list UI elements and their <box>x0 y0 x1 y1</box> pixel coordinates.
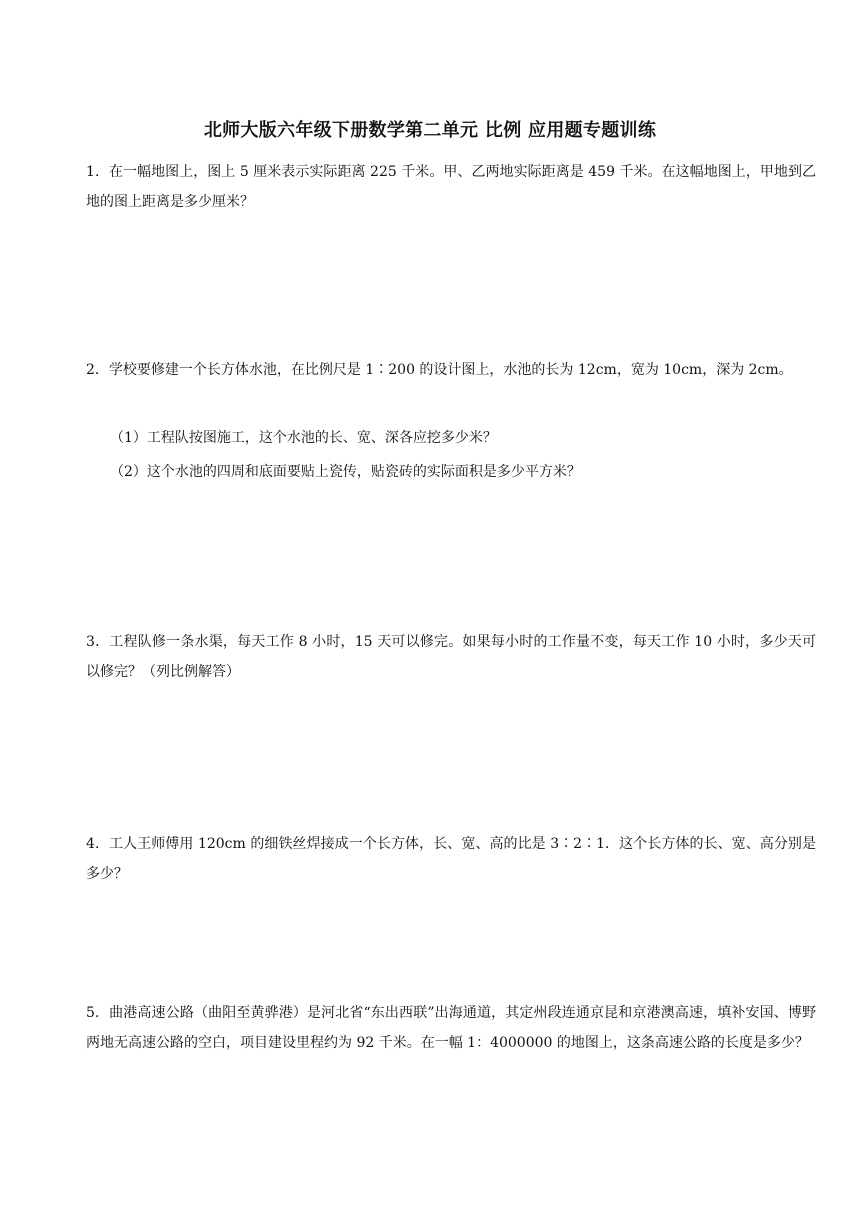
question-2: 2．学校要修建一个长方体水池，在比例尺是 1∶200 的设计图上，水池的长为 12cm，宽为 10cm，深为 2cm。 <box>86 362 793 378</box>
question-5: 5．曲港高速公路（曲阳至黄骅港）是河北省“东出西联”出海通道，其定州段连通京昆和京港澳高速，填补安国、博野两地无高速公路的空白，项目建设里程约为 92 千米。在一幅 1：4000000 的地图上，这条高速公路的长度是多少？ <box>86 1005 816 1051</box>
page-title: 北师大版六年级下册数学第二单元 比例 应用题专题训练 <box>203 120 657 141</box>
question-1: 1．在一幅地图上，图上 5 厘米表示实际距离 225 千米。甲、乙两地实际距离是 459 千米。在这幅地图上，甲地到乙地的图上距离是多少厘米？ <box>86 164 816 210</box>
question-2-part-1: （1）工程队按图施工，这个水池的长、宽、深各应挖多少米？ <box>110 430 497 446</box>
question-3: 3．工程队修一条水渠，每天工作 8 小时，15 天可以修完。如果每小时的工作量不变，每天工作 10 小时，多少天可以修完？（列比例解答） <box>86 634 816 680</box>
question-4: 4．工人王师傅用 120cm 的细铁丝焊接成一个长方体，长、宽、高的比是 3∶2∶1．这个长方体的长、宽、高分别是多少？ <box>86 836 816 882</box>
question-2-part-2: （2）这个水池的四周和底面要贴上瓷传，贴瓷砖的实际面积是多少平方米？ <box>110 464 581 480</box>
